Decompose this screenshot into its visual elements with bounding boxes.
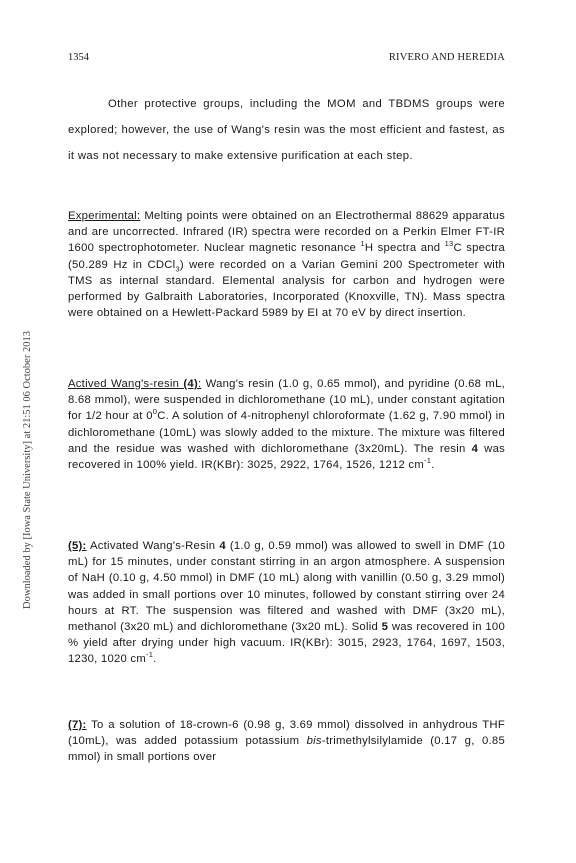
section-heading-compound-7: (7): (68, 719, 87, 731)
paragraph-text: . (431, 459, 435, 472)
paragraph-text: was recovered in 100% yield. IR(KBr): 3025, 2922, 1764, 1526, 1212 cm (68, 442, 506, 472)
paragraph-text: ) were recorded on a Varian Gemini 200 Spectrometer with TMS as internal standard. Elemental analysis for carbon and hydrogen were performed by Galbraith Laboratories, Incorporated (Knoxville, TN). Mass spectra were obtained on a Hewlett-Packard 5989 by EI at 70 eV by direct insertion. (68, 258, 505, 320)
superscript: -1 (146, 650, 154, 660)
paragraph-actived-wang-resin (68, 376, 505, 473)
page-number: 1354 (68, 52, 89, 63)
section-heading-compound-5: (5): (68, 540, 87, 552)
paragraph-protective-groups (68, 91, 505, 169)
download-watermark: Downloaded by [Iowa State University] at 21:51 06 October 2013 (22, 331, 33, 609)
compound-number: 5 (381, 621, 389, 634)
compound-number: (4) (183, 378, 198, 390)
heading-colon: : (197, 378, 202, 390)
paragraph-text: (1.0 g, 0.59 mmol) was allowed to swell in DMF (10 mL) for 15 minutes, under constant stirring in an argon atmosphere. A suspension of NaH (0.10 g, 4.50 mmol) in DMF (10 mL) along with vanillin (0.50 g, 3.29 mmol) was added in small portions over 10 minutes, followed by constant stirring over 24 hours at RT. The suspension was filtered and washed with DMF (3x20 mL), methanol (3x20 mL) and dichloromethane (3x20 mL). Solid (68, 540, 505, 634)
compound-number: 4 (471, 442, 479, 455)
paragraph-compound-5 (68, 538, 505, 668)
italic-prefix: bis (306, 735, 322, 748)
paragraph-text: H spectra and (364, 242, 445, 255)
running-head: RIVERO AND HEREDIA (388, 52, 505, 63)
section-heading-experimental: Experimental: (68, 210, 141, 222)
paragraph-text: . (153, 653, 157, 666)
paragraph-text: -trimethylsilylamide (0.17 g, 0.85 mmol) in small portions over (68, 735, 505, 764)
section-heading-actived-wang-resin: Actived Wang's-resin (68, 378, 184, 390)
page-header (68, 52, 505, 68)
paragraph-experimental (68, 208, 505, 321)
paragraph-text: Other protective groups, including the MOM and TBDMS groups were explored; however, the use of Wang's resin was the most efficient and fastest, as it was not necessary to make extensive purification at each step. (68, 98, 505, 162)
superscript: -1 (424, 456, 432, 466)
superscript: 0 (152, 407, 158, 417)
paragraph-text: Wang's resin (1.0 g, 0.65 mmol), and pyridine (0.68 mL, 8.68 mmol), were suspended in dichloromethane (10 mL), under constant agitation for 1/2 hour at 0 (68, 378, 505, 423)
paragraph-text: Activated Wang's-Resin (86, 540, 220, 552)
paragraph-text: To a solution of 18-crown-6 (0.98 g, 3.69 mmol) dissolved in anhydrous THF (10mL), was added potassium potassium (68, 719, 505, 748)
paragraph-text: Melting points were obtained on an Electrothermal 88629 apparatus and are uncorrected. Infrared (IR) spectra were recorded on a Perkin Elmer FT-IR 1600 spectrophotometer. Nuclear magnetic resonance (68, 210, 505, 255)
paragraph-compound-7 (68, 717, 505, 766)
superscript: 1 (360, 239, 365, 249)
paragraph-text: C. A solution of 4-nitrophenyl chloroformate (1.62 g, 7.90 mmol) in dichloromethane (10mL) was slowly added to the mixture. The mixture was filtered and the residue was washed with dichloromethane (3x20mL). The resin (68, 410, 505, 455)
compound-number: 4 (219, 540, 226, 552)
paragraph-text: C spectra (50.289 Hz in CDCl (68, 242, 506, 271)
superscript: 13 (444, 239, 454, 249)
paragraph-text: was recovered in 100 % yield after drying under high vacuum. IR(KBr): 3015, 2923, 1764, 1697, 1503, 1230, 1020 cm (68, 621, 505, 666)
subscript: 3 (175, 263, 180, 273)
